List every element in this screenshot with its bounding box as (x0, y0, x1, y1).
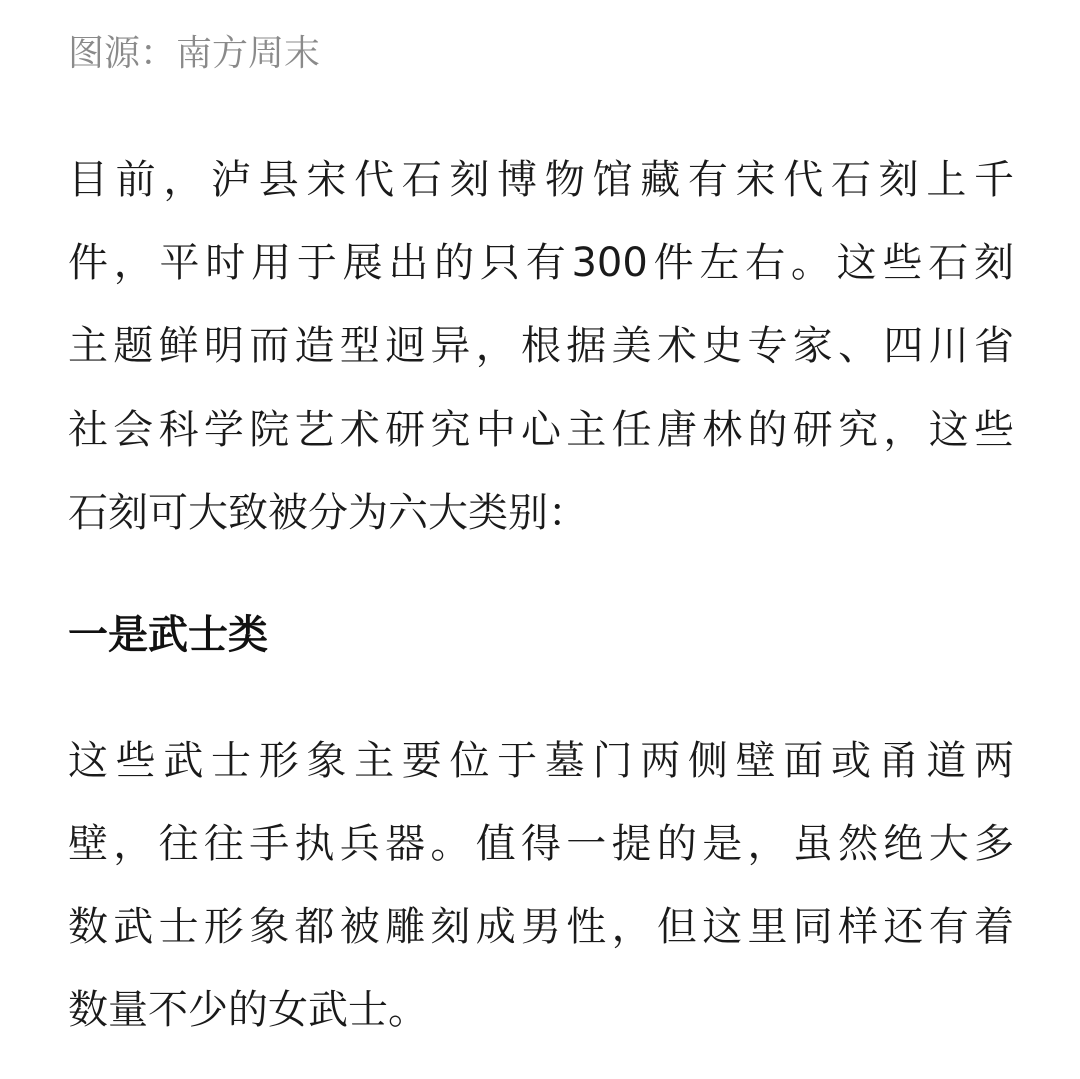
paragraph-line: 这些武士形象主要位于墓门两侧壁面或甬道两 (68, 738, 1014, 784)
paragraph-line: 数武士形象都被雕刻成男性，但这里同样还有着 (68, 904, 1014, 950)
paragraph-line: 件，平时用于展出的只有300件左右。这些石刻 (68, 240, 1014, 286)
image-source-caption: 图源：南方周末 (68, 33, 321, 74)
paragraph-line: 社会科学院艺术研究中心主任唐林的研究，这些 (68, 407, 1014, 453)
paragraph-line: 数量不少的女武士。 (68, 987, 428, 1033)
paragraph-line: 主题鲜明而造型迥异，根据美术史专家、四川省 (68, 323, 1014, 369)
paragraph-line: 石刻可大致被分为六大类别： (68, 490, 588, 536)
section-heading: 一是武士类 (68, 612, 268, 658)
paragraph-line: 目前，泸县宋代石刻博物馆藏有宋代石刻上千 (68, 157, 1014, 203)
paragraph-line: 壁，往往手执兵器。值得一提的是，虽然绝大多 (68, 821, 1014, 867)
